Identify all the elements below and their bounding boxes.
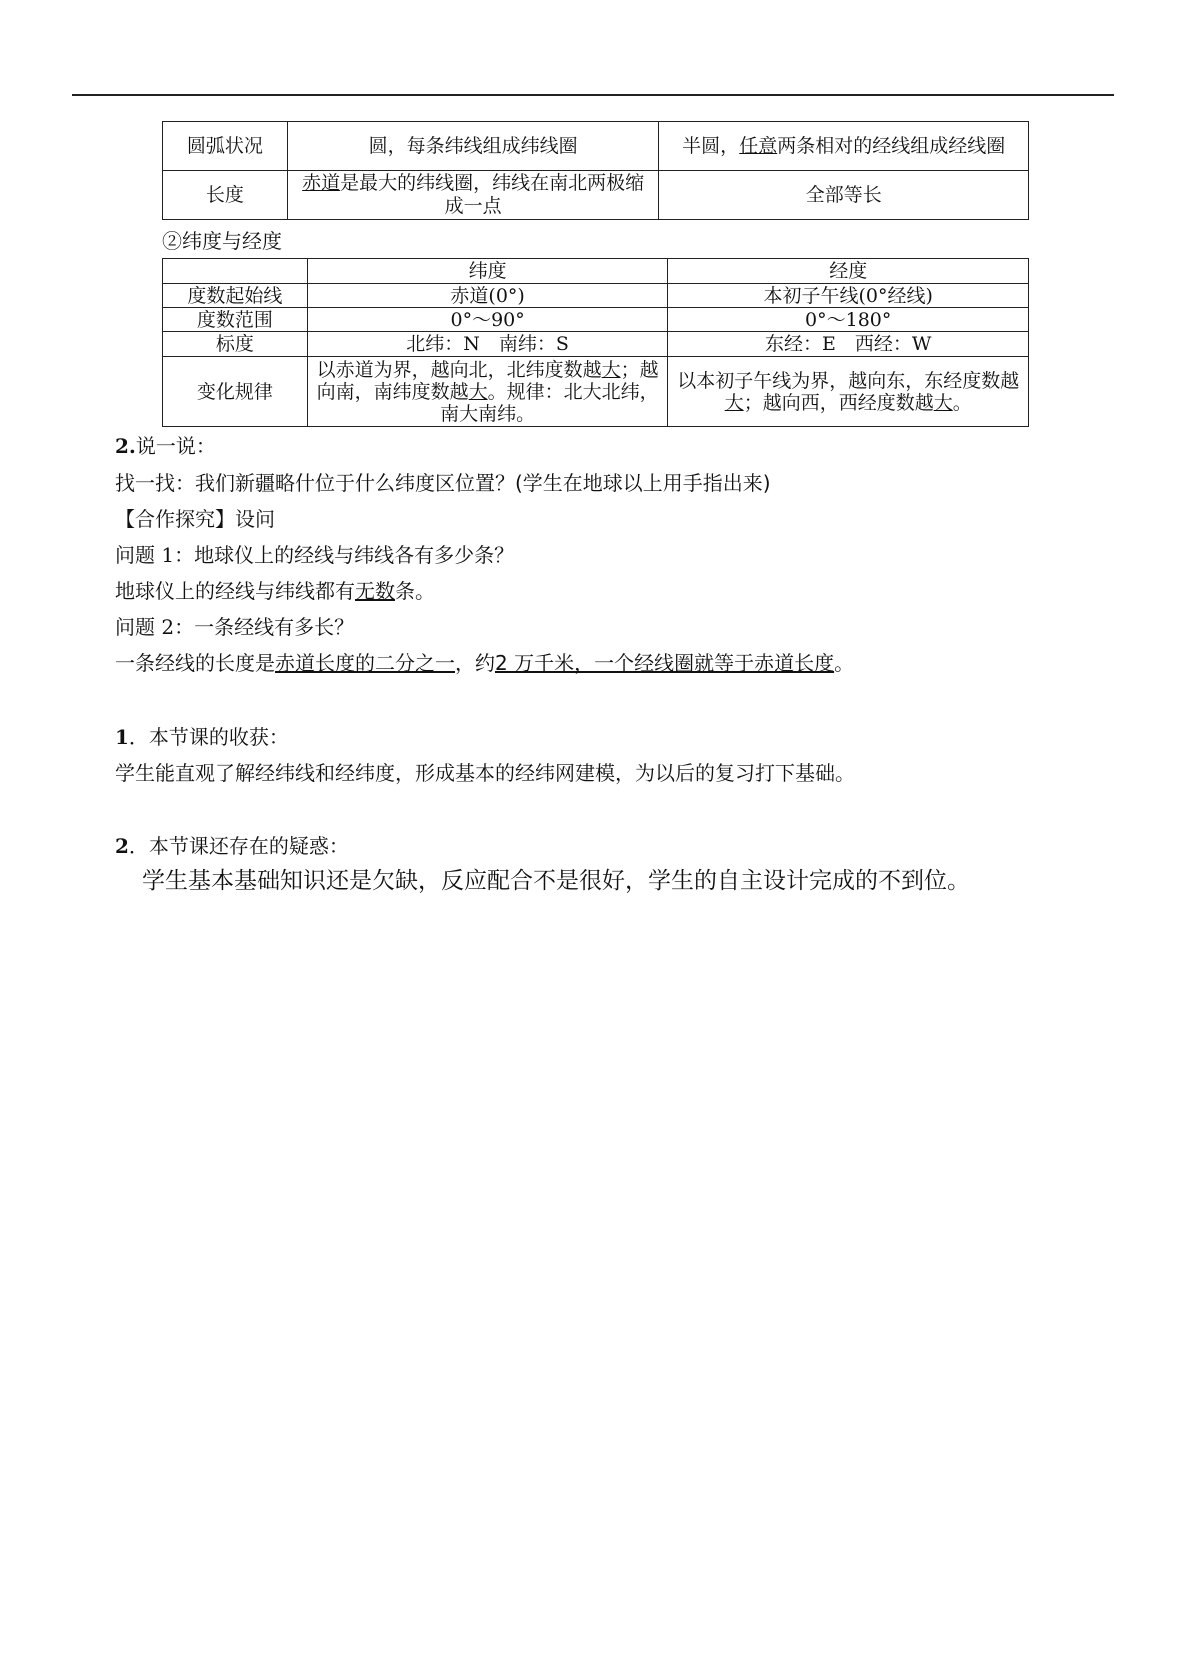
header-cell (163, 259, 308, 284)
lon-cell: 以本初子午线为界，越向东，东经度数越大；越向西，西经度数越大。 (668, 357, 1029, 427)
lon-cell: 本初子午线(0°经线) (668, 284, 1029, 308)
header-cell: 纬度 (307, 259, 668, 284)
find-line: 找一找：我们新疆略什位于什么纬度区位置？(学生在地球以上用手指出来) (115, 471, 771, 495)
table-row (163, 122, 1029, 171)
lon-cell: 0°～180° (668, 308, 1029, 332)
arc-length-table (162, 121, 1029, 220)
lat-cell: 圆，每条纬线组成纬线圈 (287, 122, 659, 171)
doubt-heading: 2．本节课还存在的疑惑： (115, 834, 349, 858)
section-say: 2.说一说： (115, 434, 216, 458)
table-row (163, 332, 1029, 357)
lon-cell: 东经：E 西经：W (668, 332, 1029, 357)
lon-cell: 全部等长 (659, 171, 1029, 220)
gain-heading: 1．本节课的收获： (115, 725, 289, 749)
table-row (163, 357, 1029, 427)
doubt-text: 学生基本基础知识还是欠缺，反应配合不是很好，学生的自主设计完成的不到位。 (142, 868, 970, 894)
row-label: 标度 (163, 332, 308, 357)
row-label: 圆弧状况 (163, 122, 288, 171)
row-label: 度数起始线 (163, 284, 308, 308)
coop-heading: 【合作探究】设问 (115, 507, 275, 531)
question-1: 问题 1：地球仪上的经线与纬线各有多少条？ (115, 543, 515, 567)
table-row (163, 308, 1029, 332)
lat-cell: 赤道(0°) (307, 284, 668, 308)
lat-cell: 赤道是最大的纬线圈，纬线在南北两极缩成一点 (287, 171, 659, 220)
header-rule (72, 94, 1114, 96)
answer-1: 地球仪上的经线与纬线都有无数条。 (115, 579, 435, 603)
header-cell: 经度 (668, 259, 1029, 284)
gain-text: 学生能直观了解经纬线和经纬度，形成基本的经纬网建模，为以后的复习打下基础。 (115, 761, 855, 785)
lat-lon-table (162, 258, 1029, 427)
lat-cell: 北纬：N 南纬：S (307, 332, 668, 357)
subtitle: ②纬度与经度 (162, 229, 282, 253)
table-header-row (163, 259, 1029, 284)
lat-cell: 以赤道为界，越向北，北纬度数越大；越向南，南纬度数越大。规律：北大北纬，南大南纬。 (307, 357, 668, 427)
row-label: 变化规律 (163, 357, 308, 427)
answer-2: 一条经线的长度是赤道长度的二分之一，约2 万千米，一个经线圈就等于赤道长度。 (115, 651, 855, 675)
table-row (163, 284, 1029, 308)
question-2: 问题 2：一条经线有多长？ (115, 615, 355, 639)
lat-cell: 0°～90° (307, 308, 668, 332)
row-label: 度数范围 (163, 308, 308, 332)
row-label: 长度 (163, 171, 288, 220)
table-row (163, 171, 1029, 220)
lon-cell: 半圆，任意两条相对的经线组成经线圈 (659, 122, 1029, 171)
